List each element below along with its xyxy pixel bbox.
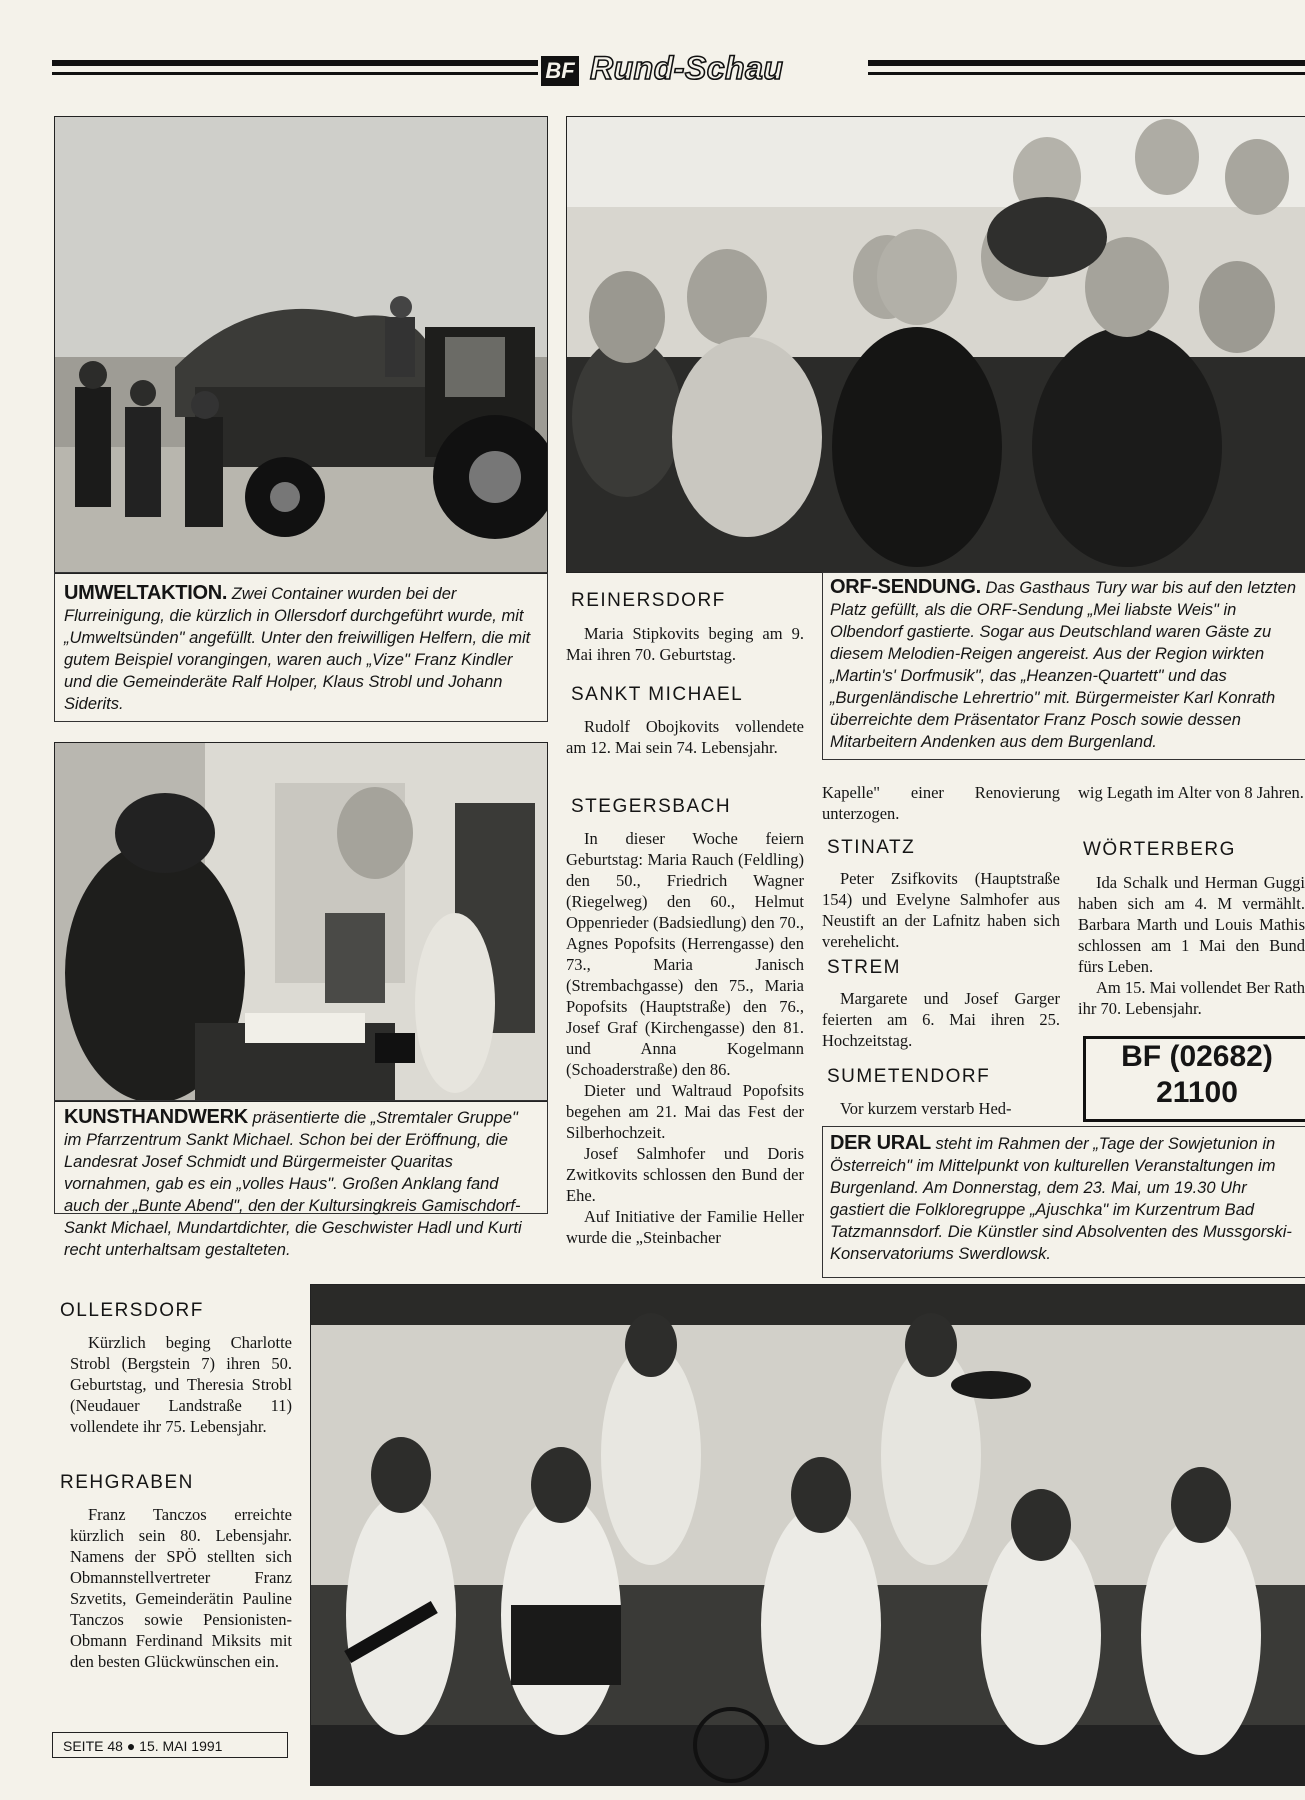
- notice-text: Peter Zsifkovits (Hauptstraße 154) und Evelyne Salmhofer aus Neustift an der Lafnitz haben sich verehelicht.: [822, 869, 1060, 951]
- footer-bullet: ●: [126, 1738, 136, 1754]
- caption-lead: KUNSTHANDWERK: [64, 1106, 248, 1128]
- notice-text: Rudolf Obojkovits vollendete am 12. Mai sein 74. Lebensjahr.: [566, 717, 804, 757]
- notice-paragraph: wig Legath im Alter von 8 Jahren.: [1078, 783, 1304, 802]
- notice-heading-woerterberg: WÖRTERBERG: [1083, 839, 1236, 860]
- notice-stegersbach: [566, 828, 804, 1248]
- caption-ural: [830, 1132, 1302, 1265]
- photo-kunsthandwerk: [54, 742, 548, 1102]
- caption-text: Das Gasthaus Tury war bis auf den letzten Platz gefüllt, als die ORF-Sendung „Mei liabste Weis" in Olbendorf gastierte. Sogar aus Deutschland waren Gäste zu diesem Melodien-Reigen angereist. Aus der Region wirkten „Martin's' Dorfmusik", das „Heanzen-Quartett" und das „Burgenländische Lehrertrio" mit. Bürgermeister Karl Konrath überreichte dem Präsentator Franz Posch sowie dessen Mitarbeitern Andenken aus dem Burgenland.: [830, 579, 1297, 751]
- phone-box: [1083, 1036, 1305, 1122]
- caption-lead: UMWELTAKTION.: [64, 582, 228, 604]
- notice-ollersdorf: [70, 1332, 292, 1437]
- notice-heading-ollersdorf: OLLERSDORF: [60, 1300, 204, 1321]
- notice-woerterberg: [1078, 872, 1305, 1019]
- page-number: SEITE 48: [63, 1738, 123, 1754]
- section-title: Rund-Schau: [590, 50, 784, 86]
- caption-umweltaktion: [64, 582, 536, 715]
- notice-heading-sankt-michael: SANKT MICHAEL: [571, 684, 744, 705]
- notice-stegersbach-continued: [822, 782, 1060, 824]
- page-footer: [52, 1732, 288, 1758]
- photo-orf-sendung: [566, 116, 1305, 573]
- notice-paragraph: Am 15. Mai vollendet Ber Rath ihr 70. Lebensjahr.: [1078, 978, 1305, 1018]
- caption-lead: DER URAL: [830, 1132, 931, 1154]
- notice-heading-stinatz: STINATZ: [827, 837, 916, 858]
- caption-orf: [830, 576, 1302, 753]
- masthead-rule-left-thin: [52, 72, 538, 75]
- caption-kunsthandwerk: [64, 1106, 536, 1261]
- phone-box-line1: BF (02682): [1121, 1040, 1273, 1073]
- notice-text: Maria Stipkovits beging am 9. Mai ihren 70. Geburtstag.: [566, 624, 804, 664]
- photo-ural-folklore-group: [310, 1284, 1305, 1786]
- notice-heading-stegersbach: STEGERSBACH: [571, 796, 732, 817]
- notice-paragraph: Dieter und Waltraud Popofsits begehen am 21. Mai das Fest der Silberhochzeit.: [566, 1081, 804, 1142]
- notice-paragraph: In dieser Woche feiern Geburtstag: Maria Rauch (Feldling) den 50., Friedrich Wagner (Riegelweg) den 60., Helmut Oppenrieder (Badsiedlung) den 70., Agnes Popofsits (Herrengasse) den 73., Maria Janisch (Strembachgasse) den 75., Maria Popofsits (Hauptstraße) den 76., Josef Graf (Kirchengasse) den 81. und Anna Kogelmann (Schoaderstraße) den 86.: [566, 829, 804, 1079]
- bf-logo: BF: [541, 56, 579, 86]
- masthead-rule-right-thin: [868, 72, 1305, 75]
- caption-lead: ORF-SENDUNG.: [830, 576, 981, 598]
- notice-heading-rehgraben: REHGRABEN: [60, 1472, 194, 1493]
- caption-text: Zwei Container wurden bei der Flurreinigung, die kürzlich in Ollersdorf durchgeführt wurde, mit „Umweltsünden" angefüllt. Unter den freiwilligen Helfern, die mit gutem Beispiel vorangingen, waren auch „Vize" Franz Kindler und die Gemeinderäte Ralf Holper, Klaus Strobl und Johann Siderits.: [64, 585, 531, 713]
- notice-rehgraben: [70, 1504, 292, 1672]
- notice-paragraph: Kapelle" einer Renovierung unterzogen.: [822, 783, 1060, 823]
- masthead-rule-left: [52, 60, 538, 66]
- notice-paragraph: Auf Initiative der Familie Heller wurde die „Steinbacher: [566, 1207, 804, 1247]
- masthead-rule-right: [868, 60, 1305, 66]
- issue-date: 15. MAI 1991: [139, 1738, 223, 1754]
- notice-heading-reinersdorf: REINERSDORF: [571, 590, 726, 611]
- notice-text: Vor kurzem verstarb Hed-: [840, 1099, 1012, 1118]
- notice-heading-sumetendorf: SUMETENDORF: [827, 1066, 991, 1087]
- notice-text: Franz Tanczos erreichte kürzlich sein 80. Lebensjahr. Namens der SPÖ stellten sich Obmannstellvertreter Franz Szvetits, Gemeinderätin Pauline Tanczos sowie Pensionisten-Obmann Ferdinand Miksits mit den besten Glückwünschen ein.: [70, 1505, 292, 1671]
- notice-sumetendorf-continued: [1078, 782, 1305, 803]
- caption-text: steht im Rahmen der „Tage der Sowjetunion in Österreich" im Mittelpunkt von kulturellen Veranstaltungen im Burgenland. Am Donnerstag, dem 23. Mai, um 19.30 Uhr gastiert die Folkloregruppe „Ajuschka" im Kurzentrum Bad Tatzmannsdorf. Die Künstler sind Absolventen des Mussgorski-Konservatoriums Swerdlowsk.: [830, 1135, 1292, 1263]
- photo-umweltaktion: [54, 116, 548, 574]
- notice-strem: [822, 988, 1060, 1051]
- notice-text: Margarete und Josef Garger feierten am 6. Mai ihren 25. Hochzeitstag.: [822, 989, 1060, 1050]
- notice-text: Kürzlich beging Charlotte Strobl (Bergstein 7) ihren 50. Geburtstag, und Theresia Strobl (Neudauer Landstraße 11) vollendete ihr 75. Lebensjahr.: [70, 1333, 292, 1436]
- notice-sumetendorf: [822, 1098, 1060, 1119]
- notice-heading-strem: STREM: [827, 957, 901, 978]
- phone-box-line2: 21100: [1156, 1076, 1238, 1109]
- caption-text: präsentierte die „Stremtaler Gruppe" im Pfarrzentrum Sankt Michael. Schon bei der Eröffnung, die Landesrat Josef Schmidt und Bürgermeister Quaritas vornahmen, gab es ein „volles Haus". Großen Anklang fand auch der „Bunte Abend", den der Kultursingkreis Gamischdorf-Sankt Michael, Mundartdichter, die Geschwister Hadl und Kurti recht unterhaltsam gestalteten.: [64, 1109, 522, 1259]
- notice-paragraph: Ida Schalk und Herman Guggi haben sich am 4. M vermählt. Barbara Marth und Louis Mathis schlossen am 1 Mai den Bund fürs Leben.: [1078, 873, 1305, 976]
- notice-stinatz: [822, 868, 1060, 952]
- notice-sankt-michael: [566, 716, 804, 758]
- notice-paragraph: Josef Salmhofer und Doris Zwitkovits schlossen den Bund der Ehe.: [566, 1144, 804, 1205]
- notice-reinersdorf: [566, 623, 804, 665]
